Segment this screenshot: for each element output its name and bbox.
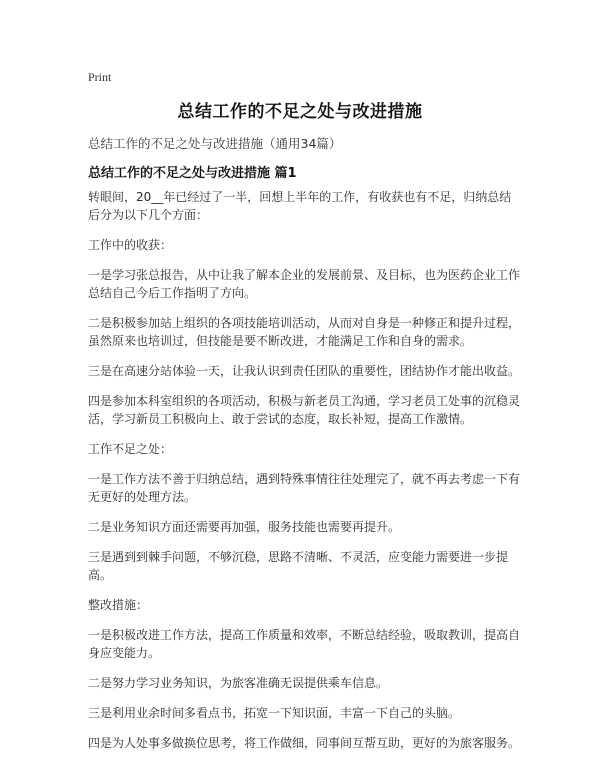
section-heading: 总结工作的不足之处与改进措施 篇1	[88, 166, 297, 181]
paragraph-gains-heading: 工作中的收获：	[88, 238, 173, 252]
paragraph-gain-2: 二是积极参加站上组织的各项技能培训活动，从而对自身是一种修正和提升过程，虽然原来也培训过，但技能是要不断改进，才能满足工作和自身的需求。	[88, 316, 521, 348]
paragraph-shortcoming-2: 二是业务知识方面还需要再加强，服务技能也需要再提升。	[88, 520, 401, 534]
paragraph-measure-2: 二是努力学习业务知识，为旅客准确无误提供乘车信息。	[88, 676, 389, 690]
paragraph-measure-4: 四是为人处事多做换位思考，将工作做细，同事间互帮互助，更好的为旅客服务。	[88, 736, 521, 750]
paragraph-shortcomings-heading: 工作不足之处：	[88, 442, 173, 456]
paragraph-gain-1: 一是学习张总报告，从中让我了解本企业的发展前景、及目标，也为医药企业工作总结自己今后工作指明了方向。	[88, 268, 521, 300]
paragraph-intro: 转眼间，20__年已经过了一半，回想上半年的工作，有收获也有不足，归纳总结后分为以下几个方面：	[88, 190, 512, 222]
document-body	[88, 188, 520, 764]
document-subtitle: 总结工作的不足之处与改进措施（通用34篇）	[88, 136, 342, 151]
print-label: Print	[88, 70, 112, 84]
paragraph-gain-3: 三是在高速分站体验一天，让我认识到责任团队的重要性，团结协作才能出收益。	[88, 364, 521, 378]
paragraph-shortcoming-1: 一是工作方法不善于归纳总结，遇到特殊事情往往处理完了，就不再去考虑一下有无更好的处理方法。	[88, 472, 521, 504]
paragraph-measures-heading: 整改措施：	[88, 598, 149, 612]
paragraph-gain-4: 四是参加本科室组织的各项活动，积极与新老员工沟通，学习老员工处事的沉稳灵活，学习新员工积极向上、敢于尝试的态度，取长补短，提高工作激情。	[88, 394, 521, 426]
paragraph-measure-1: 一是积极改进工作方法，提高工作质量和效率，不断总结经验，吸取教训，提高自身应变能力。	[88, 628, 521, 660]
paragraph-shortcoming-3: 三是遇到到棘手问题，不够沉稳，思路不清晰、不灵活，应变能力需要进一步提高。	[88, 550, 509, 582]
page-title: 总结工作的不足之处与改进措施	[177, 102, 423, 122]
paragraph-measure-3: 三是利用业余时间多看点书，拓宽一下知识面，丰富一下自己的头脑。	[88, 706, 461, 720]
